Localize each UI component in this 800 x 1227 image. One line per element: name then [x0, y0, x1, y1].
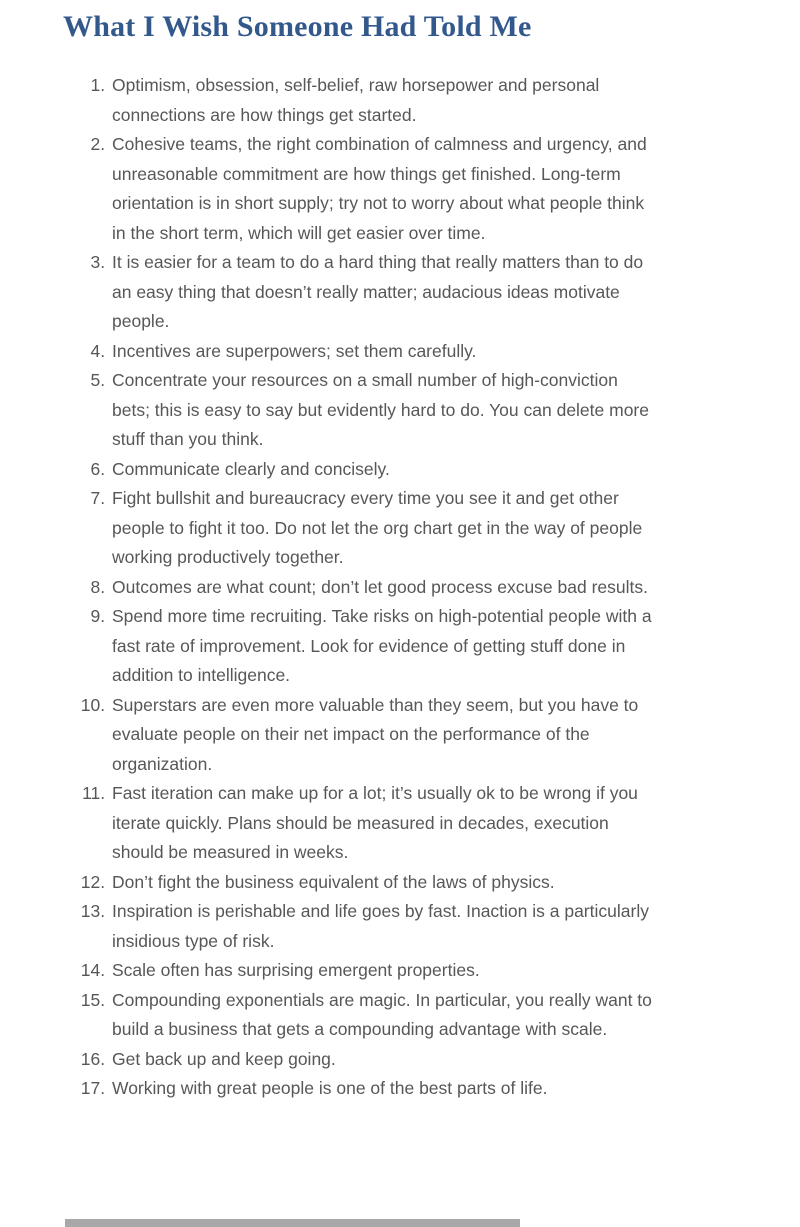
list-item: 1. Optimism, obsession, self-belief, raw horsepower and personal connections are how things get started.: [110, 71, 652, 130]
list-item: 17. Working with great people is one of the best parts of life.: [110, 1074, 652, 1104]
list-item: 15. Compounding exponentials are magic. In particular, you really want to build a business that gets a compounding advantage with scale.: [110, 986, 652, 1045]
bottom-gray-bar: [65, 1219, 520, 1227]
list-item: 5. Concentrate your resources on a small number of high-conviction bets; this is easy to say but evidently hard to do. You can delete more stuff than you think.: [110, 366, 652, 455]
list-item: 3. It is easier for a team to do a hard thing that really matters than to do an easy thing that doesn’t really matter; audacious ideas motivate people.: [110, 248, 652, 337]
list-item: 16. Get back up and keep going.: [110, 1045, 652, 1075]
post-list: [0, 71, 800, 1104]
list-item: 12. Don’t fight the business equivalent of the laws of physics.: [110, 868, 652, 898]
list-item: 10. Superstars are even more valuable than they seem, but you have to evaluate people on their net impact on the performance of the organization.: [110, 691, 652, 780]
list-item: 6. Communicate clearly and concisely.: [110, 455, 652, 485]
list-item: 2. Cohesive teams, the right combination of calmness and urgency, and unreasonable commitment are how things get finished. Long-term orientation is in short supply; try not to worry about what people think in the short term, which will get easier over time.: [110, 130, 652, 248]
list-item: 4. Incentives are superpowers; set them carefully.: [110, 337, 652, 367]
list-item: 14. Scale often has surprising emergent properties.: [110, 956, 652, 986]
list-item: 7. Fight bullshit and bureaucracy every time you see it and get other people to fight it too. Do not let the org chart get in the way of people working productively together.: [110, 484, 652, 573]
list-item: 13. Inspiration is perishable and life goes by fast. Inaction is a particularly insidious type of risk.: [110, 897, 652, 956]
list-item: 8. Outcomes are what count; don’t let good process excuse bad results.: [110, 573, 652, 603]
list-item: 9. Spend more time recruiting. Take risks on high-potential people with a fast rate of improvement. Look for evidence of getting stuff done in addition to intelligence.: [110, 602, 652, 691]
list-item: 11. Fast iteration can make up for a lot; it’s usually ok to be wrong if you iterate quickly. Plans should be measured in decades, execution should be measured in weeks.: [110, 779, 652, 868]
page-title: What I Wish Someone Had Told Me: [63, 10, 532, 43]
